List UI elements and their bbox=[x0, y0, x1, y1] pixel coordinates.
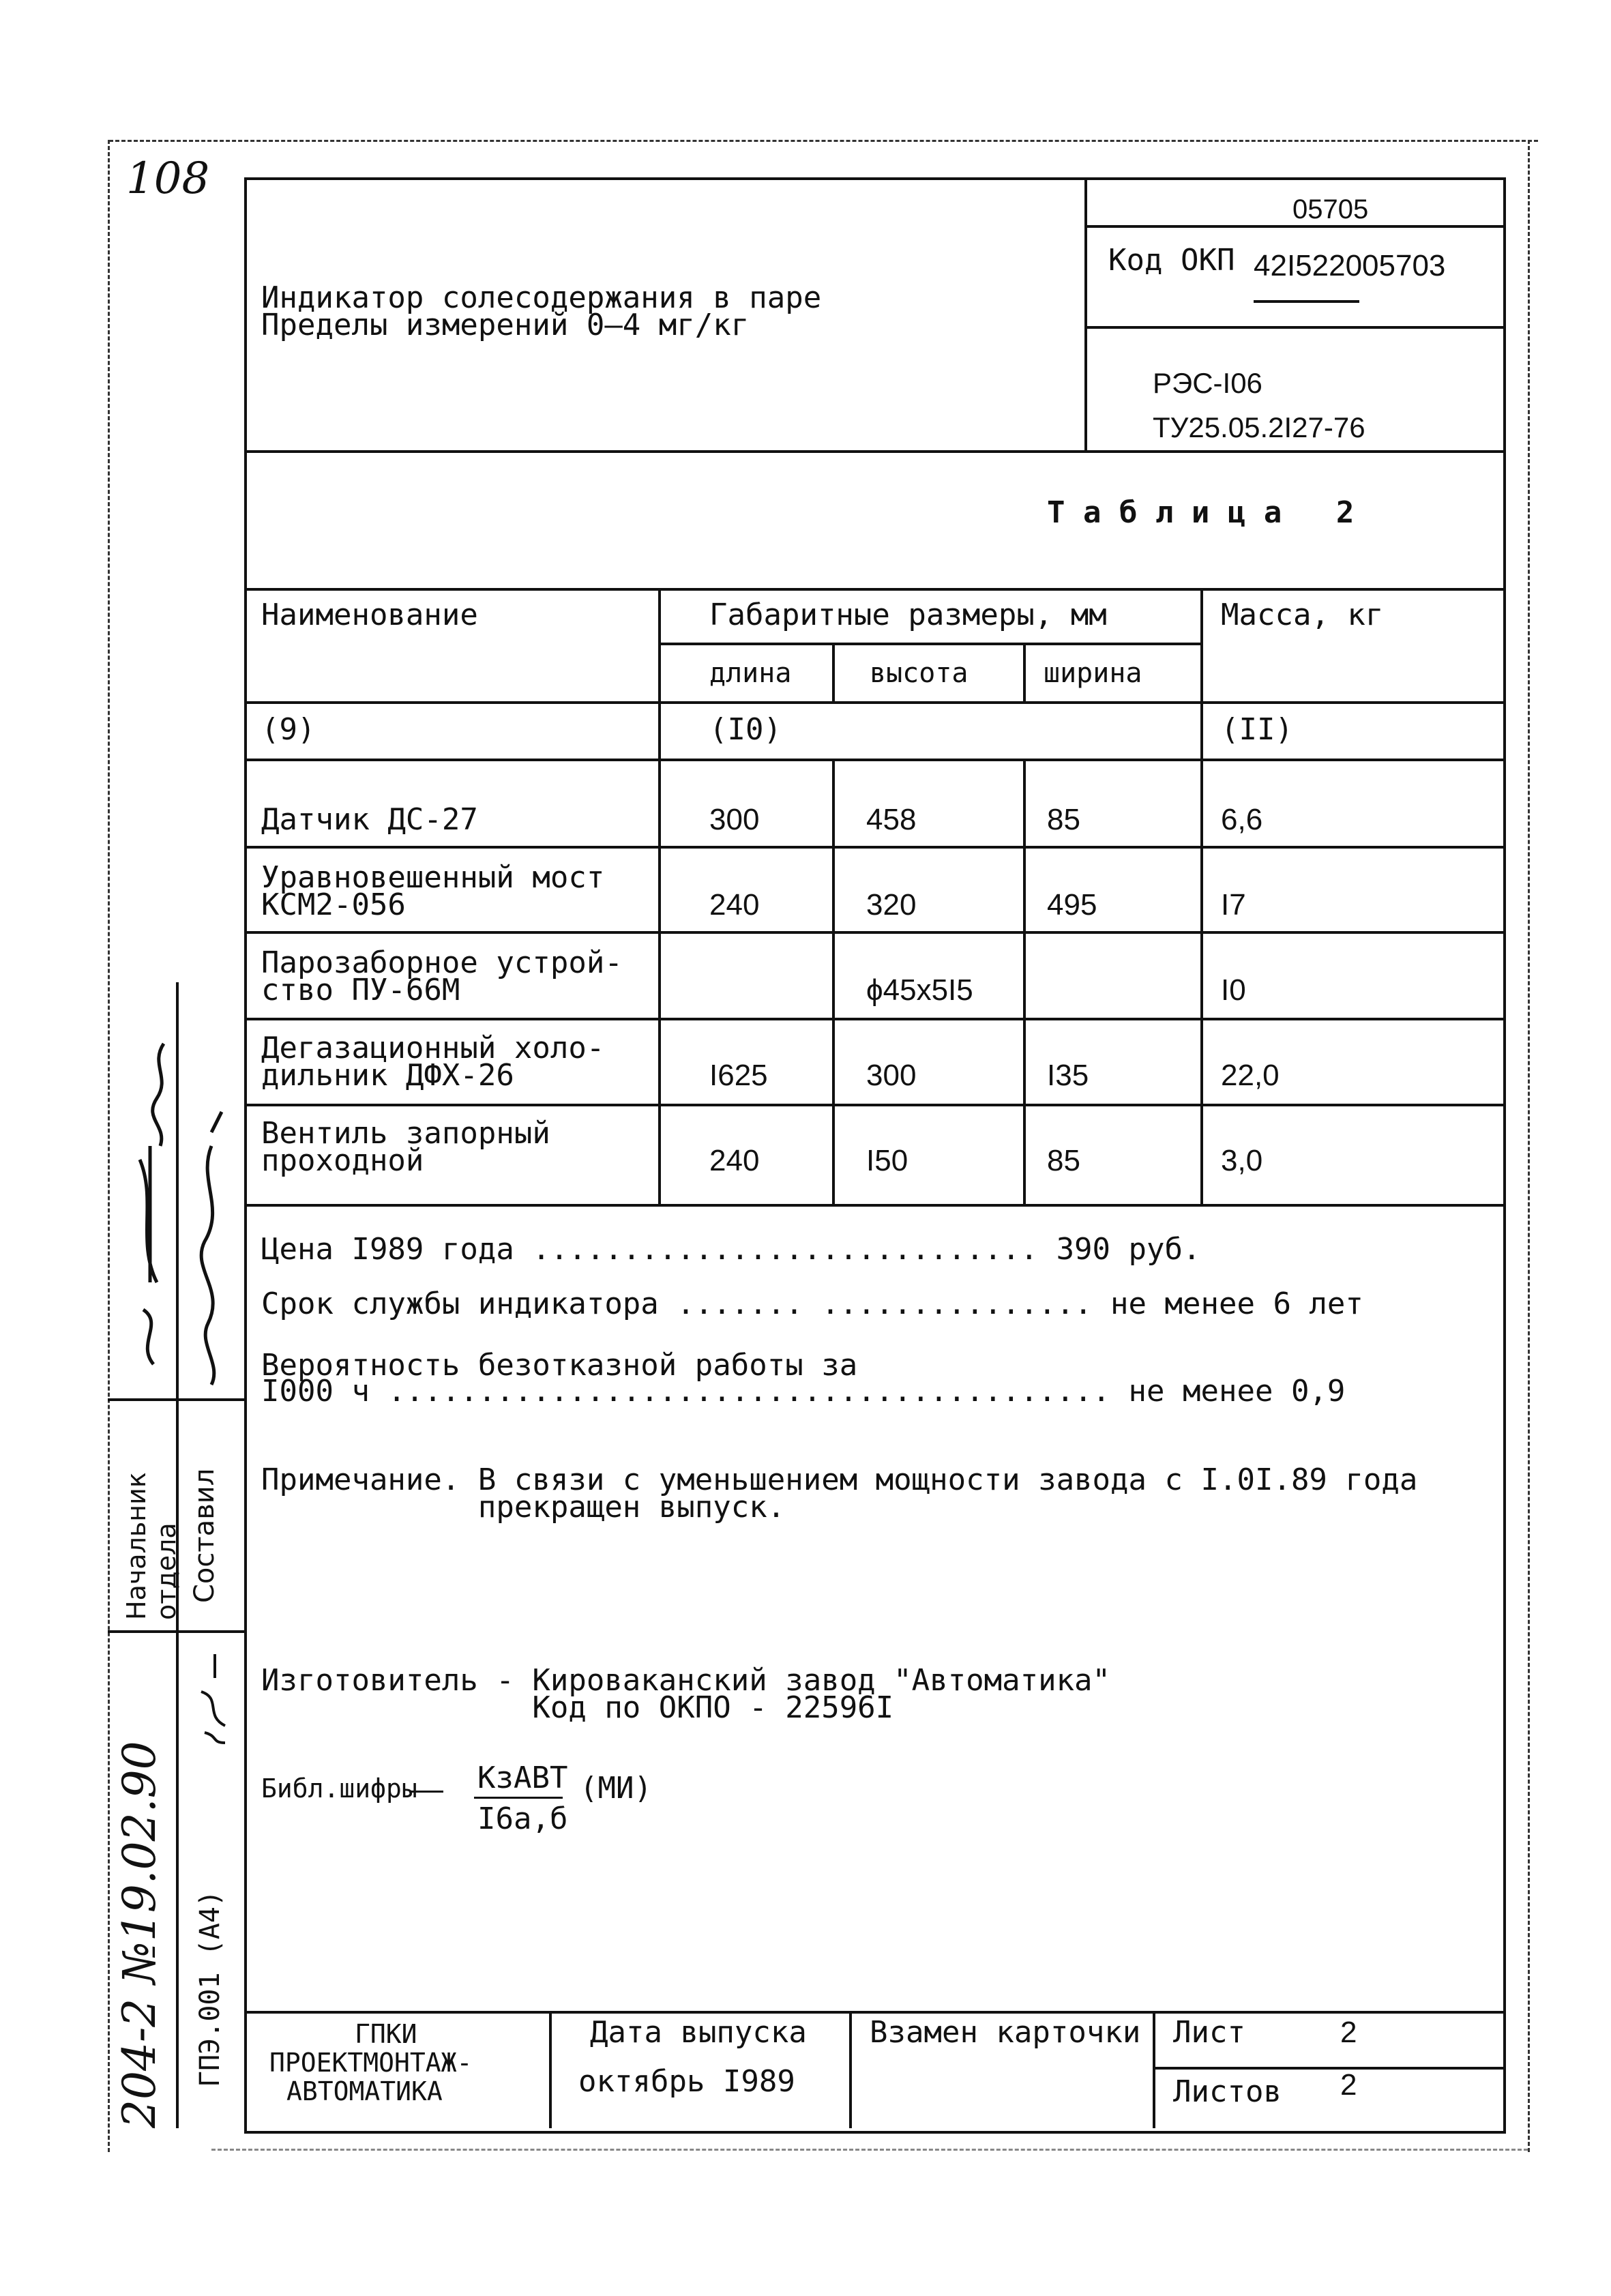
row-name-line2: дильник ДФХ-26 bbox=[261, 1058, 514, 1093]
row-line-1 bbox=[244, 846, 1503, 849]
header-code: 05705 bbox=[1292, 194, 1369, 224]
table-title: Т а б л и ц а 2 bbox=[1047, 495, 1355, 530]
sheet-value: 2 bbox=[1340, 2016, 1357, 2049]
head-of-department-label: Начальник отдела bbox=[121, 1472, 181, 1620]
dims-sub-line bbox=[658, 643, 1200, 645]
row-height: ϕ45х5I5 bbox=[866, 973, 973, 1007]
left-border-line bbox=[108, 140, 110, 2152]
col-line-height-body bbox=[1023, 759, 1026, 1205]
table-top-line bbox=[244, 588, 1503, 591]
footer-col-2 bbox=[849, 2011, 852, 2128]
table-bottom-line bbox=[244, 1204, 1503, 1207]
price-line: Цена I989 года ............................ 390 руб. bbox=[261, 1232, 1201, 1267]
sheets-value: 2 bbox=[1340, 2068, 1357, 2102]
row-mass: 22,0 bbox=[1221, 1059, 1280, 1092]
row-name-line1: Парозаборное устрой- bbox=[261, 945, 623, 980]
release-date-value: октябрь I989 bbox=[578, 2064, 795, 2099]
row-mass: 3,0 bbox=[1221, 1144, 1263, 1177]
footer-col-3 bbox=[1153, 2011, 1155, 2128]
org-line1: ГПКИ bbox=[355, 2019, 417, 2049]
col-index-dims: (I0) bbox=[709, 712, 782, 747]
library-code-numerator: КзАВТ bbox=[477, 1761, 568, 1795]
row-name-line1: Вентиль запорный bbox=[261, 1116, 550, 1151]
col-line-mass bbox=[1200, 588, 1203, 1205]
row-length: 240 bbox=[709, 888, 760, 922]
library-code-mid: (МИ) bbox=[580, 1771, 652, 1806]
signature-head bbox=[123, 1023, 177, 1392]
reliability-line1: Вероятность безотказной работы за bbox=[261, 1348, 858, 1383]
col-line-length bbox=[832, 643, 835, 701]
col-header-length: длина bbox=[709, 658, 792, 689]
side-strip-divider bbox=[108, 1398, 244, 1401]
okp-underline bbox=[1254, 300, 1359, 303]
header-bottom-rule bbox=[244, 701, 1503, 704]
col-index-name: (9) bbox=[261, 712, 316, 747]
row-line-2 bbox=[244, 931, 1503, 934]
product-title-line1: Индикатор солесодержания в паре bbox=[261, 280, 822, 315]
col-header-mass: Масса, кг bbox=[1221, 598, 1384, 632]
tu-code: ТУ25.05.2I27-76 bbox=[1153, 411, 1365, 443]
col-line-length-body bbox=[832, 759, 835, 1205]
footer-col-1 bbox=[549, 2011, 552, 2128]
row-width: 85 bbox=[1047, 803, 1080, 836]
note-line2: прекращен выпуск. bbox=[261, 1490, 786, 1525]
header-divider bbox=[1084, 177, 1087, 452]
manufacturer-line2: Код по ОКПО - 22596I bbox=[261, 1690, 894, 1725]
col-header-width: ширина bbox=[1044, 658, 1142, 689]
top-border-line bbox=[109, 140, 1538, 142]
handwritten-code: 204-2 №19.02.90 bbox=[113, 1741, 166, 2128]
row-width: 85 bbox=[1047, 1144, 1080, 1177]
row-name-line1: Датчик ДС-27 bbox=[261, 802, 478, 837]
org-line3: АВТОМАТИКА bbox=[286, 2076, 443, 2106]
okp-label: Код ОКП bbox=[1108, 243, 1235, 278]
col-line-height bbox=[1023, 643, 1026, 701]
sheets-label: Листов bbox=[1173, 2074, 1282, 2109]
col-line-name bbox=[658, 588, 661, 1205]
row-line-4 bbox=[244, 1104, 1503, 1106]
sheet-label: Лист bbox=[1173, 2015, 1245, 2050]
col-header-name: Наименование bbox=[261, 598, 478, 632]
row-mass: 6,6 bbox=[1221, 803, 1263, 836]
library-label-strike bbox=[409, 1791, 443, 1793]
row-height: 458 bbox=[866, 803, 917, 836]
replaces-card-label: Взамен карточки bbox=[870, 2015, 1141, 2050]
row-mass: I0 bbox=[1221, 973, 1246, 1007]
col-header-height: высота bbox=[870, 658, 969, 689]
library-code-label: Библ.шифры bbox=[261, 1773, 417, 1804]
footer-sheet-line bbox=[1153, 2067, 1503, 2070]
compiler-label: Составил bbox=[189, 1468, 220, 1603]
footer-top-line bbox=[244, 2011, 1503, 2014]
row-width: I35 bbox=[1047, 1059, 1089, 1092]
row-name-line2: проходной bbox=[261, 1143, 424, 1178]
row-height: 300 bbox=[866, 1059, 917, 1092]
side-strip-divider bbox=[108, 1630, 244, 1633]
signature-small bbox=[194, 1651, 235, 1746]
org-line2: ПРОЕКТМОНТАЖ- bbox=[269, 2048, 473, 2078]
release-date-label: Дата выпуска bbox=[590, 2015, 807, 2050]
header-bottom-line bbox=[244, 450, 1503, 453]
row-width: 495 bbox=[1047, 888, 1097, 922]
col-header-dims: Габаритные размеры, мм bbox=[709, 598, 1107, 632]
okp-value: 42I522005703 bbox=[1254, 249, 1446, 282]
col-index-mass: (II) bbox=[1221, 712, 1293, 747]
row-length: 300 bbox=[709, 803, 760, 836]
index-bottom-rule bbox=[244, 759, 1503, 761]
note-line1: Примечание. В связи с уменьшением мощности завода с I.0I.89 года bbox=[261, 1462, 1418, 1497]
signature-compiler bbox=[184, 1105, 239, 1392]
row-name-line2: КСМ2-056 bbox=[261, 887, 406, 922]
header-code-line bbox=[1084, 225, 1503, 228]
manufacturer-line1: Изготовитель - Кироваканский завод "Автоматика" bbox=[261, 1663, 1111, 1698]
row-height: I50 bbox=[866, 1144, 908, 1177]
row-length: 240 bbox=[709, 1144, 760, 1177]
reliability-line2: I000 ч ........................................ не менее 0,9 bbox=[261, 1374, 1346, 1409]
row-line-3 bbox=[244, 1018, 1503, 1020]
row-name-line2: ство ПУ-66М bbox=[261, 973, 460, 1007]
library-fraction-line bbox=[474, 1797, 563, 1799]
right-border-line bbox=[1528, 140, 1530, 2152]
service-life-line: Срок службы индикатора ....... ............... не менее 6 лет bbox=[261, 1286, 1363, 1321]
library-code-denominator: I6а,б bbox=[477, 1801, 568, 1836]
page-number: 108 bbox=[126, 153, 210, 204]
product-title-line2: Пределы измерений 0–4 мг/кг bbox=[261, 308, 750, 342]
model-code: РЭС-I06 bbox=[1153, 367, 1262, 399]
row-mass: I7 bbox=[1221, 888, 1246, 922]
bottom-border-line bbox=[211, 2149, 1528, 2151]
row-name-line1: Уравновешенный мост bbox=[261, 860, 605, 895]
row-name-line1: Дегазационный холо- bbox=[261, 1031, 605, 1065]
form-code: ГПЭ.001 (А4) bbox=[194, 1890, 226, 2087]
row-length: I625 bbox=[709, 1059, 768, 1092]
row-height: 320 bbox=[866, 888, 917, 922]
header-okp-line bbox=[1084, 326, 1503, 329]
